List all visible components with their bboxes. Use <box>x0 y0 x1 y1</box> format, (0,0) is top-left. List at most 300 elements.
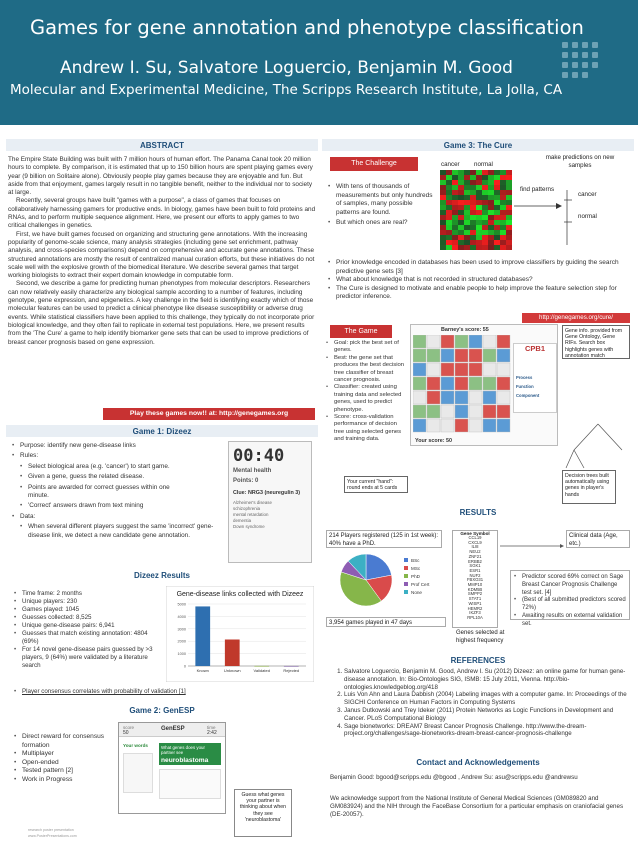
gene-list-item: SMPP2 <box>467 591 483 597</box>
bullet: • With tens of thousands of measurements but only hundreds of samples, many possible patterns are found. <box>328 183 436 217</box>
gene-card-label: Function <box>516 384 534 389</box>
heatmap-cell <box>458 175 464 180</box>
bullet: • Guesses collected: 8,525 <box>14 614 164 622</box>
heatmap-cell <box>470 215 476 220</box>
poster-title: Games for gene annotation and phenotype classification <box>30 16 584 39</box>
heatmap-cell <box>440 240 446 245</box>
dizeez-option[interactable]: Down syndrome <box>233 524 265 530</box>
tree-edge <box>574 424 598 450</box>
abstract-body <box>8 156 316 347</box>
heatmap-cell <box>476 190 482 195</box>
heatmap-cell <box>494 170 500 175</box>
heatmap-cell <box>494 235 500 240</box>
legend-swatch <box>404 566 408 570</box>
heatmap-cell <box>440 200 446 205</box>
heatmap-cell <box>440 230 446 235</box>
heatmap-cell <box>494 195 500 200</box>
heatmap-cell <box>482 205 488 210</box>
board-cell[interactable] <box>497 391 510 404</box>
heatmap-cell <box>488 215 494 220</box>
results-games: 3,954 games played in 47 days <box>326 617 446 627</box>
heatmap-cell <box>494 200 500 205</box>
heatmap-cell <box>476 175 482 180</box>
board-cell[interactable] <box>455 405 468 418</box>
board-cell[interactable] <box>497 363 510 376</box>
gene-list-item: ILI8 <box>471 544 479 550</box>
heatmap-cell <box>488 245 494 250</box>
board-cell[interactable] <box>441 349 454 362</box>
game-bullets <box>326 340 408 444</box>
game3-bullets <box>328 259 630 302</box>
gene-list-header: Gene Symbol <box>460 531 490 536</box>
heatmap-cell <box>470 220 476 225</box>
heatmap-cell <box>476 185 482 190</box>
heatmap-cell <box>488 175 494 180</box>
board-cell[interactable] <box>441 335 454 348</box>
dizeez-screenshot <box>228 441 312 563</box>
heatmap-cell <box>446 175 452 180</box>
bullet: • 'Correct' answers drawn from text mining <box>20 502 222 510</box>
heatmap-cell <box>452 185 458 190</box>
abstract-paragraph: Recently, several groups have built "games with a purpose", a class of games that focuses on collaboratively harnessing gamers for productive ends. In biology, games have been built to fold proteins and RNAs, and to perform multiple sequence alignment. Here, we present our efforts to apply games to two critical challenges in genetics. <box>8 197 316 230</box>
heatmap-cell <box>476 210 482 215</box>
board-grid[interactable] <box>413 335 513 435</box>
heatmap-cell <box>482 190 488 195</box>
board-cell[interactable] <box>427 377 440 390</box>
references-heading: REFERENCES <box>450 656 506 665</box>
your-score: Your score: 50 <box>415 438 453 444</box>
heatmap-cell <box>452 180 458 185</box>
bullet: • Player consensus correlates with probability of validation [1] <box>14 688 314 696</box>
gene-list-item: KDM5B <box>467 586 483 592</box>
game2-heading: Game 2: GenESP <box>129 706 195 715</box>
board-cell[interactable] <box>455 377 468 390</box>
board-cell[interactable] <box>483 405 496 418</box>
gene-list-item: ESR1 <box>469 567 481 573</box>
heatmap-cell <box>446 185 452 190</box>
board-cell[interactable] <box>441 391 454 404</box>
genesp-time-label: time <box>207 725 216 730</box>
genesp-score: 50 <box>123 730 129 736</box>
tree-edge <box>566 450 574 468</box>
dizeez-points: Points: 0 <box>233 478 259 484</box>
heatmap-cell <box>452 190 458 195</box>
gene-list <box>453 536 497 621</box>
dizeez-option[interactable]: schizophrenia <box>233 506 261 512</box>
genesp-app-name: GenESP <box>161 726 185 732</box>
heatmap-cell <box>488 180 494 185</box>
heatmap-cell <box>500 235 506 240</box>
bullet: • Time frame: 2 months <box>14 590 164 598</box>
dizeez-option[interactable]: Alzheimer's disease <box>233 500 272 505</box>
heatmap-cell <box>476 245 482 250</box>
heatmap-cell <box>482 235 488 240</box>
board-cell[interactable] <box>497 419 510 432</box>
heatmap-cell <box>476 200 482 205</box>
heatmap-cell <box>464 200 470 205</box>
board-cell[interactable] <box>413 335 426 348</box>
heatmap-cell <box>464 240 470 245</box>
board-cell[interactable] <box>427 391 440 404</box>
board-cell[interactable] <box>455 363 468 376</box>
heatmap-cell <box>500 240 506 245</box>
heatmap-cell <box>470 205 476 210</box>
heatmap-cell <box>482 215 488 220</box>
board-cell[interactable] <box>427 335 440 348</box>
footer-line1: research poster presentation <box>28 828 74 832</box>
heatmap-cell <box>476 240 482 245</box>
heatmap-cell <box>458 180 464 185</box>
heatmap-cell <box>482 170 488 175</box>
note-current-hand: Your current "hand": round ends at 5 cards <box>344 476 408 493</box>
heatmap-cell <box>464 180 470 185</box>
heatmap-cell <box>488 190 494 195</box>
gene-list-item: IKZF3 <box>469 610 481 616</box>
tree-edge <box>598 424 622 450</box>
results-predictor <box>510 570 630 627</box>
bar <box>225 640 240 666</box>
heatmap-cell <box>494 205 500 210</box>
label-cancer-2: cancer <box>578 191 597 198</box>
heatmap-cell <box>470 175 476 180</box>
bullet: • Direct reward for consensus formation <box>14 733 114 750</box>
challenge-bullets <box>328 183 436 228</box>
board-cell[interactable] <box>413 363 426 376</box>
footer-line2: www.PosterPresentations.com <box>28 834 77 838</box>
education-pie-chart <box>332 550 442 610</box>
gene-list-item: RPL10A <box>467 614 483 620</box>
bullet: • Multiplayer <box>14 750 114 759</box>
heatmap-cell <box>482 210 488 215</box>
board-title: Barney's score: 55 <box>441 327 489 333</box>
heatmap-cell <box>458 245 464 250</box>
abstract-paragraph: The Empire State Building was built with 7 million hours of human effort. The Panama Canal took 20 million hours to complete. By comparison, it is estimated that up to 150 billion hours are spent playing games every year (9 billion on Solitaire alone). Obviously people play games because they are enjoyable and fun. But aside from that enjoyment, games largely result in no tangible benefit, neither to the individual nor to society at large. <box>8 156 313 197</box>
board-cell[interactable] <box>455 391 468 404</box>
heatmap-cell <box>464 215 470 220</box>
heatmap-cell <box>488 170 494 175</box>
board-cell[interactable] <box>455 419 468 432</box>
game3-heading: Game 3: The Cure <box>443 141 513 150</box>
heatmap-cell <box>440 185 446 190</box>
heatmap-cell <box>494 190 500 195</box>
genesp-mode: Your words <box>123 743 148 748</box>
heatmap-cell <box>482 185 488 190</box>
heatmap-cell <box>476 230 482 235</box>
heatmap-cell <box>476 205 482 210</box>
heatmap-cell <box>470 185 476 190</box>
heatmap-cell <box>446 220 452 225</box>
heatmap-cell <box>446 210 452 215</box>
heatmap-cell <box>446 225 452 230</box>
heatmap-cell <box>458 190 464 195</box>
heatmap-cell <box>500 195 506 200</box>
board-cell[interactable] <box>469 363 482 376</box>
dizeez-option[interactable]: dementia <box>233 518 252 524</box>
y-tick-label: 5000 <box>177 602 186 607</box>
genesp-guess-area[interactable] <box>159 769 221 799</box>
heatmap-cell <box>476 220 482 225</box>
reference-item: 2. Luis Von Ahn and Laura Dabbish (2004) Labeling images with a computer game. In: Proceedings of the SIGCHI Conference on Human Factors in Computing Systems <box>344 691 630 707</box>
gene-card-label: Component <box>516 393 540 398</box>
genesp-callout: Guess what genes your partner is thinking about when they see 'neuroblastoma' <box>234 789 292 837</box>
gene-card-title: CPB1 <box>524 344 545 353</box>
x-tick-label: Validated <box>253 668 270 673</box>
dizeez-results-bullets <box>14 590 164 670</box>
bullet: • Work in Progress <box>14 776 114 785</box>
gene-list-item: ZNF21 <box>468 553 482 559</box>
board-cell[interactable] <box>413 419 426 432</box>
dizeez-option[interactable]: mental retardation <box>233 512 269 518</box>
board-cell[interactable] <box>413 377 426 390</box>
legend-label: PhD <box>411 574 420 579</box>
heatmap-cell <box>500 210 506 215</box>
heatmap-cell <box>464 245 470 250</box>
board-cell[interactable] <box>469 377 482 390</box>
gene-list-item: ERBB2 <box>468 558 482 564</box>
board-cell[interactable] <box>497 349 510 362</box>
gene-card-labels <box>516 373 556 400</box>
bullet: • What about knowledge that is not recorded in structured databases? <box>328 276 630 285</box>
heatmap-cell <box>488 195 494 200</box>
game1-heading: Game 1: Dizeez <box>132 427 192 436</box>
reference-item: 4. Sage bionetworks: DREAM7 Breast Cancer Prognosis Challenge. http://www.the-dream-project.org/challenges/sage-bionetworks-dream-breast-cancer-prognosis-challenge <box>344 723 630 739</box>
genesp-prompt: What genes does your partner see <box>161 745 205 755</box>
bullet: • Score: cross-validation performance of decision tree using selected genes and training data. <box>326 414 408 444</box>
heatmap-cell <box>446 205 452 210</box>
board-cell[interactable] <box>483 391 496 404</box>
board-cell[interactable] <box>427 419 440 432</box>
heatmap-cell <box>446 240 452 245</box>
board-cell[interactable] <box>427 405 440 418</box>
genesp-screenshot <box>118 722 226 814</box>
heatmap-cell <box>458 225 464 230</box>
heatmap-cell <box>482 200 488 205</box>
board-cell[interactable] <box>455 335 468 348</box>
heatmap-cell <box>464 225 470 230</box>
heatmap-cell <box>500 205 506 210</box>
poster-affiliation: Molecular and Experimental Medicine, The Scripps Research Institute, La Jolla, CA <box>10 82 563 98</box>
x-tick-label: Rejected <box>283 668 300 673</box>
heatmap-cell <box>458 195 464 200</box>
heatmap-cell <box>458 240 464 245</box>
heatmap-cell <box>440 195 446 200</box>
genesp-prompt-box <box>159 743 221 765</box>
label-predictions: make predictions on new samples <box>545 154 615 169</box>
abstract-paragraph: Second, we describe a game for predicting human phenotypes from molecular descriptors. Researchers can now relatively easily characterize any biological sample according to a number of features, including genotype, gene expression, and epigenetics. A key challenge in the field is identifying exactly which of those molecular features can be used to predict a clinical phenotype like disease susceptibility or adverse drug events. While statistical classifiers have been applied to this challenge, they typically do not incorporate prior biological knowledge, and they often fail to replicate in external test populations. Here, we present results from the 'The Cure' a game to help identify biomarker gene sets that can be used to improve predictions of breast cancer prognosis based on gene expression. <box>8 280 315 346</box>
board-cell[interactable] <box>469 335 482 348</box>
heatmap-cell <box>494 210 500 215</box>
gene-list-item: NUF2 <box>469 572 481 578</box>
gene-list-item: SGK1 <box>469 563 481 569</box>
contact-heading: Contact and Acknowledgements <box>416 758 540 767</box>
board-cell[interactable] <box>441 377 454 390</box>
heatmap-cell <box>470 210 476 215</box>
bullet: • Unique players: 230 <box>14 598 164 606</box>
heatmap-cell <box>464 230 470 235</box>
heatmap-cell <box>482 175 488 180</box>
legend-swatch <box>404 558 408 562</box>
bar <box>254 666 269 667</box>
institution-logo <box>560 40 600 76</box>
legend-label: BSc <box>411 558 420 563</box>
heatmap-cell <box>452 215 458 220</box>
label-normal-2: normal <box>578 213 597 220</box>
bar <box>195 606 210 666</box>
genesp-word-list[interactable] <box>123 753 153 793</box>
heatmap-cell <box>458 205 464 210</box>
play-games-banner[interactable]: Play these games now!! at: http://genegames.org <box>103 408 315 420</box>
board-cell[interactable] <box>483 349 496 362</box>
board-cell[interactable] <box>483 419 496 432</box>
gene-list-item: STAT1 <box>468 596 482 602</box>
heatmap-cell <box>506 170 512 175</box>
heatmap-cell <box>488 205 494 210</box>
heatmap-cell <box>452 210 458 215</box>
dizeez-consensus <box>14 688 314 696</box>
heatmap-cell <box>476 195 482 200</box>
heatmap-cell <box>446 215 452 220</box>
legend-label: Prof Cert <box>411 582 430 587</box>
results-arrows <box>500 538 566 568</box>
board-cell[interactable] <box>497 377 510 390</box>
bullet: • Goal: pick the best set of genes. <box>326 340 408 355</box>
cure-url[interactable]: http://genegames.org/cure/ <box>522 313 630 323</box>
bullet: • When several different players suggest the same 'incorrect' gene-disease link, we detect a new candidate gene annotation. <box>20 523 220 540</box>
predictor-bullets <box>514 574 626 629</box>
heatmap-cell <box>452 200 458 205</box>
heatmap-cell <box>464 235 470 240</box>
bullet: • Data: <box>12 513 222 521</box>
arrow-head <box>556 203 562 209</box>
gene-list-item: WISP1 <box>468 600 482 606</box>
note-gene-info: Gene info. provided from Gene Ontology, Gene RIFs. Search box highlights genes with annotation match <box>562 325 630 359</box>
bullet: • For 14 novel gene-disease pairs guessed by >3 players, 9 (64%) were validated by a literature search <box>14 646 164 670</box>
heatmap-cell <box>446 230 452 235</box>
board-cell[interactable] <box>427 363 440 376</box>
decision-tree-diagram <box>560 420 634 472</box>
board-cell[interactable] <box>483 363 496 376</box>
game2-bullets <box>14 733 114 785</box>
dizeez-mental-health: Mental health <box>233 468 272 474</box>
note-decision-trees: Decision trees built automatically using genes in player's hands <box>562 470 616 504</box>
gene-card-label: Process <box>516 375 533 380</box>
board-cell[interactable] <box>413 349 426 362</box>
reference-item: 3. Janus Dutkowski and Trey Ideker (2011) Protein Networks as Logic Functions in Development and Cancer. PLoS Computational Biology <box>344 707 630 723</box>
abstract-paragraph: First, we have built games focused on organizing and structuring gene annotations. With the increasing popularity of genome-scale science, many analysis strategies (including gene set enrichment, pathway analysis, and cross-species comparisons) depend on comprehensive and accurate gene annotations. These structured annotations are mostly the result of centralized manual curation efforts, but these initiatives do not scale well with the explosive growth of the biomedical literature. We describe several games that target working biologists to extract their expert domain knowledge in computable form. <box>8 230 315 280</box>
bullet: • Games played: 1045 <box>14 606 164 614</box>
heatmap-cell <box>458 215 464 220</box>
board-cell[interactable] <box>413 391 426 404</box>
board-cell[interactable] <box>469 391 482 404</box>
heatmap-cell <box>488 210 494 215</box>
heatmap-cell <box>494 215 500 220</box>
heatmap-cell <box>458 210 464 215</box>
heatmap-cell <box>488 240 494 245</box>
board-cell[interactable] <box>441 405 454 418</box>
board-cell[interactable] <box>483 377 496 390</box>
gene-list-item: CCL19 <box>468 535 482 540</box>
genes-selected-label: Genes selected at highest frequency <box>456 630 505 644</box>
results-heading: RESULTS <box>459 508 497 517</box>
heatmap-cell <box>458 185 464 190</box>
genesp-time: 2:42 <box>207 730 217 736</box>
heatmap-cell <box>440 180 446 185</box>
heatmap-cell <box>482 180 488 185</box>
heatmap-cell <box>470 170 476 175</box>
arrow-head <box>560 544 564 548</box>
heatmap-cell <box>464 185 470 190</box>
tree-edge <box>574 450 584 468</box>
bullet: • Points are awarded for correct guesses within one minute. <box>20 484 180 501</box>
heatmap-cell <box>488 235 494 240</box>
heatmap-cell <box>482 245 488 250</box>
results-clinical: Clinical data (Age, etc.) <box>566 530 630 548</box>
bullet: • Unique gene-disease pairs: 6,941 <box>14 622 164 630</box>
heatmap-cell <box>494 225 500 230</box>
challenge-label: The Challenge <box>330 157 418 171</box>
game-label: The Game <box>330 325 392 338</box>
board-cell[interactable] <box>469 349 482 362</box>
heatmap-cell <box>476 225 482 230</box>
board-cell[interactable] <box>483 335 496 348</box>
heatmap-cell <box>476 180 482 185</box>
genesp-gene: neuroblastoma <box>161 757 209 764</box>
x-tick-label: Unknown <box>223 668 241 673</box>
legend-swatch <box>404 582 408 586</box>
board-cell[interactable] <box>427 349 440 362</box>
board-cell[interactable] <box>469 405 482 418</box>
bullet: • Given a gene, guess the related disease. <box>20 473 222 481</box>
board-cell[interactable] <box>455 349 468 362</box>
heatmap-cell <box>470 190 476 195</box>
heatmap-cell <box>488 185 494 190</box>
legend-swatch <box>404 590 408 594</box>
bullet: • Rules: <box>12 452 222 460</box>
label-normal: normal <box>474 161 493 168</box>
heatmap-cell <box>440 190 446 195</box>
heatmap-cell <box>452 170 458 175</box>
heatmap-cell <box>452 220 458 225</box>
dizeez-results-heading: Dizeez Results <box>133 571 191 580</box>
expression-heatmap <box>440 170 512 250</box>
heatmap-cell <box>494 220 500 225</box>
heatmap-cell <box>440 210 446 215</box>
heatmap-cell <box>464 195 470 200</box>
heatmap-cell <box>452 240 458 245</box>
board-cell[interactable] <box>441 363 454 376</box>
heatmap-cell <box>482 225 488 230</box>
heatmap-cell <box>452 195 458 200</box>
heatmap-cell <box>446 200 452 205</box>
board-cell[interactable] <box>497 405 510 418</box>
reference-item: 1. Salvatore Loguercio, Benjamin M. Good, Andrew I. Su (2012) Dizeez: an online game for human gene-disease annotation. In: Bio-Ontologies SIG, ISMB: 15 July 2011, Vienna. http://bio-ontologies.knowledgeblog.org/418 <box>344 668 630 691</box>
board-cell[interactable] <box>441 419 454 432</box>
poster-header <box>0 0 638 125</box>
heatmap-cell <box>452 230 458 235</box>
board-cell[interactable] <box>497 335 510 348</box>
board-cell[interactable] <box>413 405 426 418</box>
heatmap-cell <box>464 175 470 180</box>
legend-swatch <box>404 574 408 578</box>
gene-list-item: CXCL9 <box>468 539 482 545</box>
board-cell[interactable] <box>469 419 482 432</box>
heatmap-cell <box>440 235 446 240</box>
references-list <box>338 668 630 738</box>
genesp-score-label: score <box>123 725 135 730</box>
heatmap-cell <box>470 230 476 235</box>
gene-list-item: MMP10 <box>467 582 483 588</box>
heatmap-cell <box>458 235 464 240</box>
